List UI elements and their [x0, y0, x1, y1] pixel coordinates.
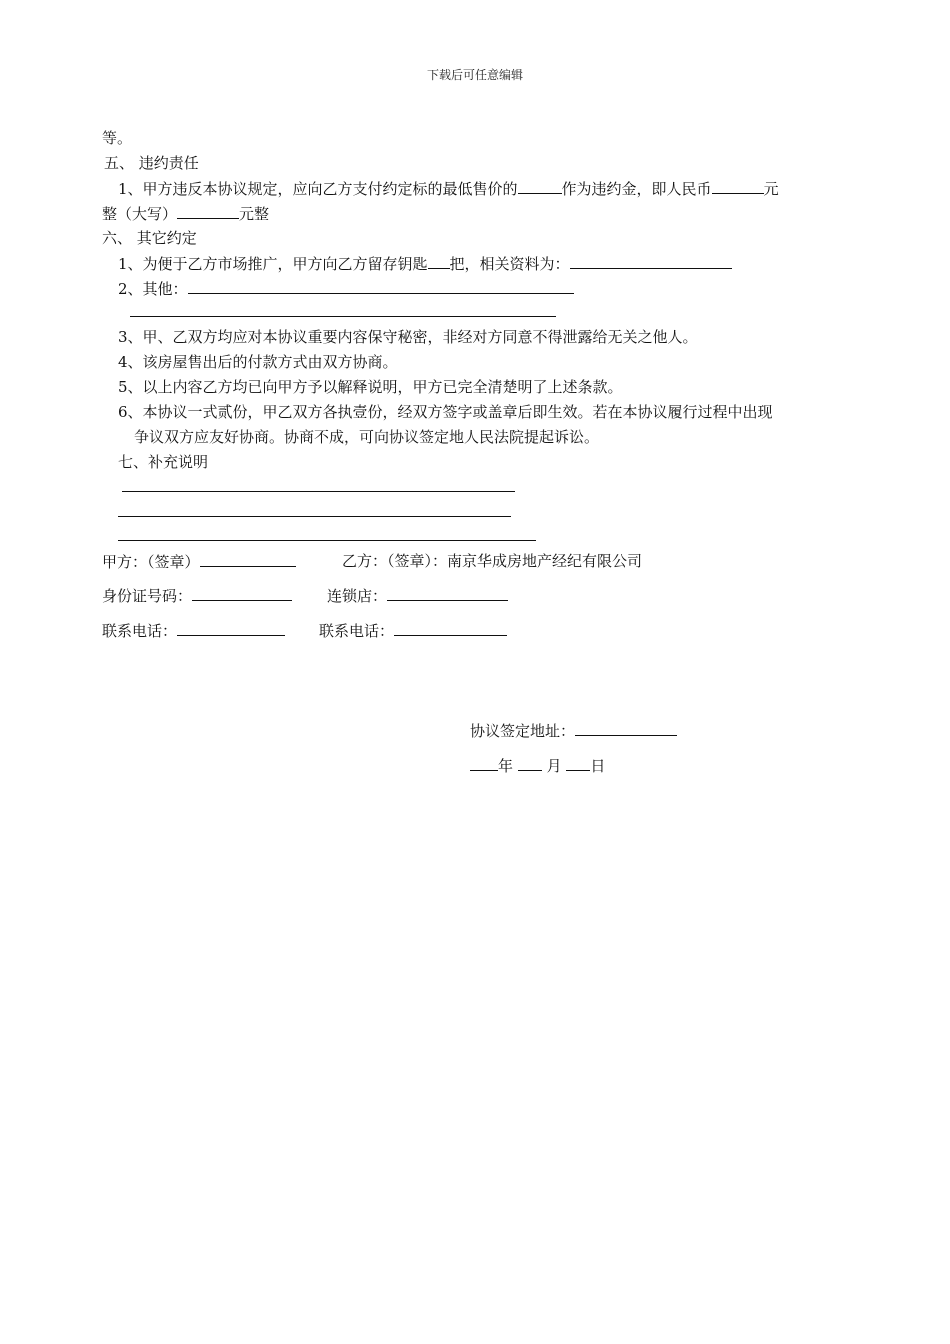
clause-text: 元整: [239, 205, 270, 223]
phone-b-blank[interactable]: [394, 620, 507, 636]
id-number-label: 身份证号码：: [102, 587, 193, 605]
section-6-item-5: 5、以上内容乙方均已向甲方予以解释说明，甲方已完全清楚明了上述条款。: [118, 378, 623, 396]
phone-a-row: [102, 620, 285, 641]
chain-store-blank[interactable]: [387, 585, 508, 601]
clause-text: 2、其他：: [118, 280, 188, 298]
id-number-blank[interactable]: [192, 585, 292, 601]
section-6-item-6-cont: 争议双方应友好协商。协商不成，可向协议签定地人民法院提起诉讼。: [134, 428, 600, 446]
penalty-amount-uppercase-blank[interactable]: [177, 203, 239, 219]
phone-b-row: [319, 620, 507, 641]
other-terms-line-2[interactable]: [130, 316, 556, 317]
sign-place-row: [470, 720, 677, 741]
section-6-title: 六、 其它约定: [102, 229, 197, 247]
party-a-label: 甲方：（签章）: [102, 553, 200, 571]
section-6-item-2: [118, 278, 574, 299]
section-6-item-6: 6、本协议一式贰份，甲乙双方各执壹份，经双方签字或盖章后即生效。若在本协议履行过程中出现: [118, 403, 773, 421]
supplement-line-2[interactable]: [118, 516, 511, 517]
section-5-title: 五、 违约责任: [104, 154, 199, 172]
section-6-item-4: 4、该房屋售出后的付款方式由双方协商。: [118, 353, 398, 371]
clause-text: 1、甲方违反本协议规定，应向乙方支付约定标的最低售价的: [118, 180, 518, 198]
section-7-title: 七、补充说明: [118, 453, 209, 471]
clause-text: 1、为便于乙方市场推广，甲方向乙方留存钥匙: [118, 255, 428, 273]
clause-text: 作为违约金，即人民币: [561, 180, 712, 198]
party-a-signature-blank[interactable]: [200, 551, 296, 567]
day-label: 日: [590, 757, 606, 775]
chain-store-label: 连锁店：: [327, 587, 388, 605]
clause-text: 整（大写）: [102, 205, 178, 223]
phone-a-blank[interactable]: [177, 620, 285, 636]
chain-store-row: [327, 585, 508, 606]
section-5-clause-1: [118, 178, 779, 199]
other-terms-blank[interactable]: [188, 278, 574, 294]
continued-text: 等。: [102, 129, 133, 147]
key-count-blank[interactable]: [428, 253, 450, 269]
supplement-line-1[interactable]: [122, 491, 515, 492]
clause-text: 把，相关资料为：: [449, 255, 570, 273]
clause-text: 元: [763, 180, 779, 198]
supplement-line-3[interactable]: [118, 540, 536, 541]
month-blank[interactable]: [518, 755, 542, 771]
sign-place-label: 协议签定地址：: [470, 722, 576, 740]
materials-blank[interactable]: [570, 253, 732, 269]
penalty-rate-blank[interactable]: [518, 178, 562, 194]
phone-b-label: 联系电话：: [319, 622, 395, 640]
sign-place-blank[interactable]: [575, 720, 677, 736]
phone-a-label: 联系电话：: [102, 622, 178, 640]
party-a-signature: [102, 551, 296, 572]
sign-date-row: [470, 755, 605, 776]
section-5-clause-1-cont: [102, 203, 269, 224]
month-label: 月: [546, 757, 562, 775]
day-blank[interactable]: [566, 755, 590, 771]
id-number-row: [102, 585, 292, 606]
year-blank[interactable]: [470, 755, 498, 771]
penalty-amount-blank[interactable]: [712, 178, 764, 194]
party-b-signature: 乙方：（签章）：南京华成房地产经纪有限公司: [342, 552, 643, 570]
section-6-item-3: 3、甲、乙双方均应对本协议重要内容保守秘密，非经对方同意不得泄露给无关之他人。: [118, 328, 698, 346]
section-6-item-1: [118, 253, 732, 274]
year-label: 年: [498, 757, 514, 775]
page-header: 下载后可任意编辑: [426, 68, 523, 82]
